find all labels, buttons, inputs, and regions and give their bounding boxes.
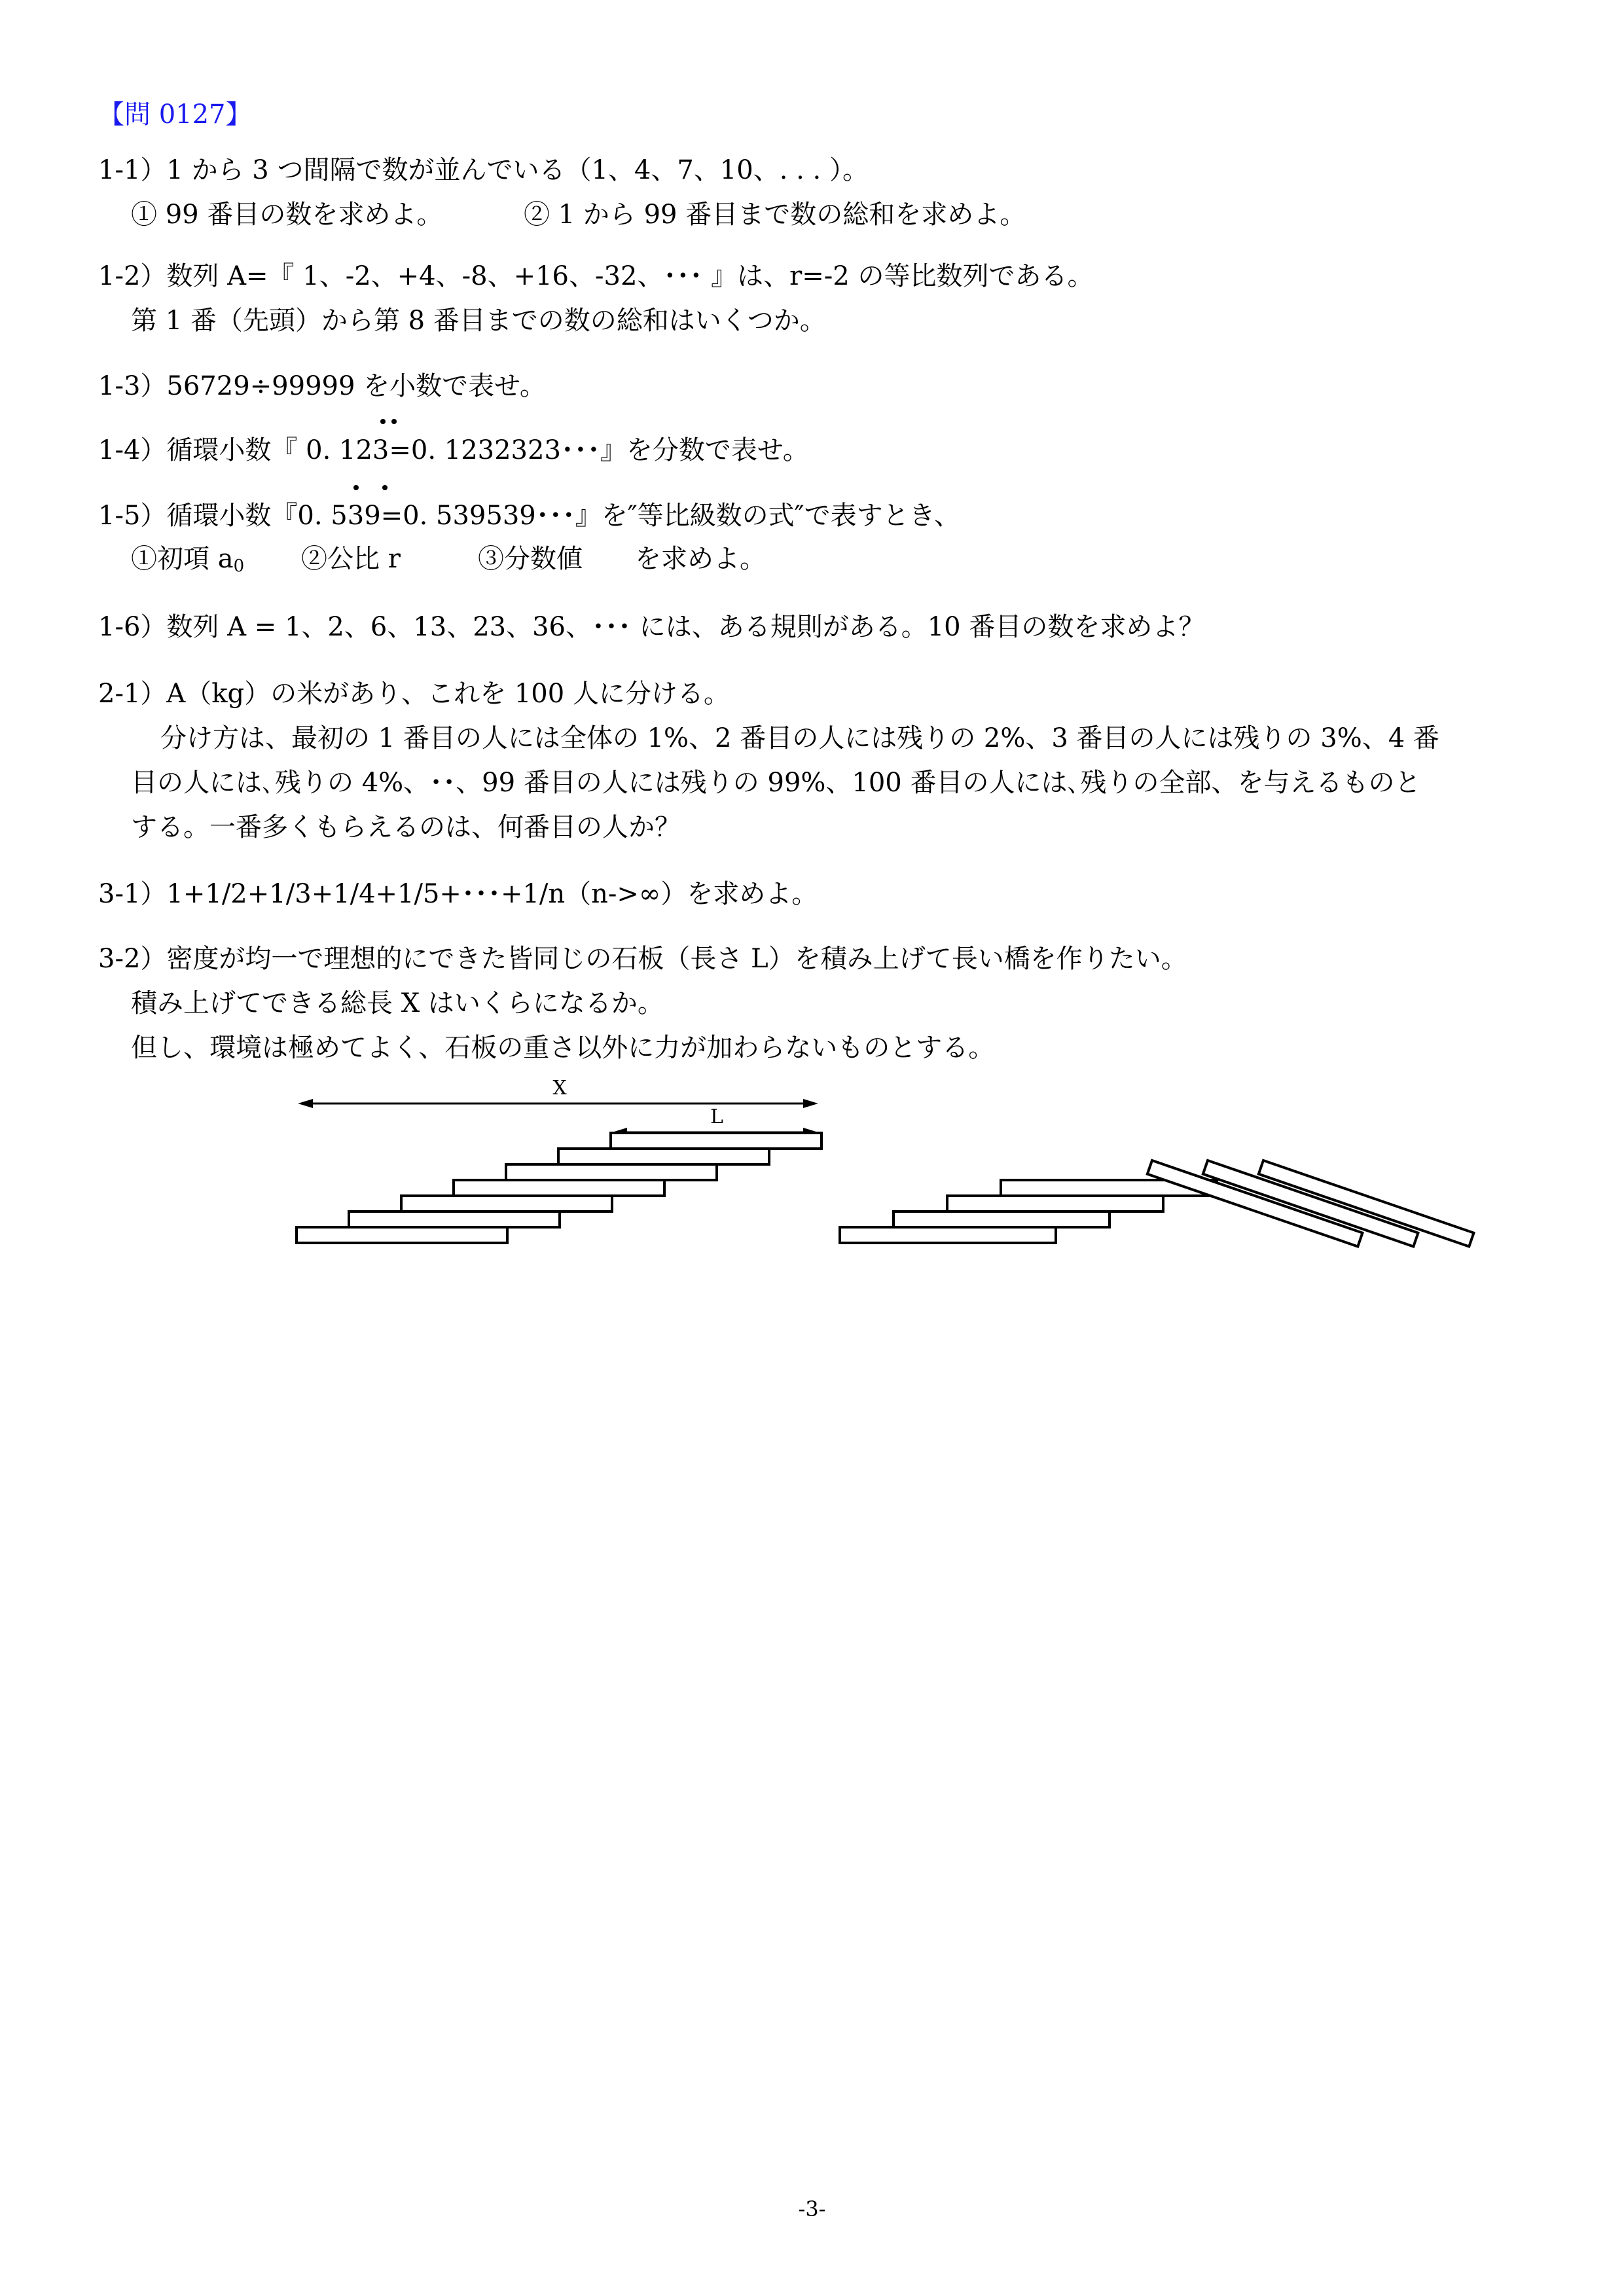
slab: [840, 1227, 1056, 1243]
slab: [893, 1211, 1110, 1227]
slab: [558, 1149, 769, 1164]
question-1-4: 1-4）循環小数『 0. 123=0. 1232323･･･』を分数で表せ。: [98, 435, 809, 465]
question-2-1-line4: する。一番多くもらえるのは、何番目の人か？: [131, 812, 681, 842]
slab: [506, 1164, 717, 1180]
question-1-1-part1: ① 99 番目の数を求めよ。: [131, 200, 443, 230]
dimension-arrow-x: [298, 1077, 818, 1108]
page-number: -3-: [798, 2197, 826, 2221]
collapsing-stack: [840, 1160, 1473, 1246]
slab: [349, 1211, 560, 1227]
question-1-2-line2: 第 1 番（先頭）から第 8 番目までの数の総和はいくつか。: [131, 306, 826, 336]
question-1-5-item2: ②公比 r: [301, 544, 401, 574]
question-1-2: 1-2）数列 A=『 1、-2、+4、-8、+16、-32、･･･ 』は、r=-2 の等比数列である。: [98, 261, 1094, 291]
slab: [297, 1227, 507, 1243]
slab: [947, 1196, 1163, 1211]
question-3-2-line3: 但し、環境は極めてよく、石板の重さ以外に力が加わらないものとする。: [131, 1033, 995, 1063]
dimension-label-l: L: [710, 1105, 723, 1128]
question-1-1-part2: ② 1 から 99 番目まで数の総和を求めよ。: [524, 200, 1026, 230]
problem-title: 【問 0127】: [98, 99, 252, 130]
question-2-1: 2-1）A（kg）の米があり、これを 100 人に分ける。: [98, 679, 730, 709]
slab: [401, 1196, 612, 1211]
question-1-5: 1-5）循環小数『0. 539=0. 539539･･･』を″等比級数の式″で表すとき、: [98, 501, 961, 531]
question-1-6: 1-6）数列 A = 1、2、6、13、23、36、･･･ には、ある規則がある。10 番目の数を求めよ？: [98, 612, 1205, 642]
question-3-1: 3-1）1+1/2+1/3+1/4+1/5+･･･+1/n（n->∞）を求めよ。: [98, 879, 818, 909]
stable-stack: [297, 1133, 821, 1243]
slab: [454, 1180, 664, 1196]
dimension-label-x: X: [552, 1077, 567, 1100]
question-3-2-line2: 積み上げてできる総長 X はいくらになるか。: [131, 988, 664, 1018]
question-1-5-tail: を求めよ。: [635, 544, 766, 574]
question-1-5-item1: ①初項 $a_0$: [131, 544, 245, 576]
question-1-1: 1-1）1 から 3 つ間隔で数が並んでいる（1、4、7、10、. . . ）。: [98, 155, 869, 185]
question-1-5-item3: ③分数値: [478, 544, 583, 574]
question-3-2: 3-2）密度が均一で理想的にできた皆同じの石板（長さ L）を積み上げて長い橋を作りたい。: [98, 944, 1187, 974]
question-1-3: 1-3）56729÷99999 を小数で表せ。: [98, 371, 546, 401]
question-2-1-line2: 分け方は、最初の 1 番目の人には全体の 1%、2 番目の人には残りの 2%、3 番目の人には残りの 3%、4 番: [160, 723, 1439, 753]
question-2-1-line3: 目の人には､残りの 4%、･･、99 番目の人には残りの 99%、100 番目の人には､残りの全部、を与えるものと: [131, 768, 1421, 798]
slab: [611, 1133, 821, 1149]
